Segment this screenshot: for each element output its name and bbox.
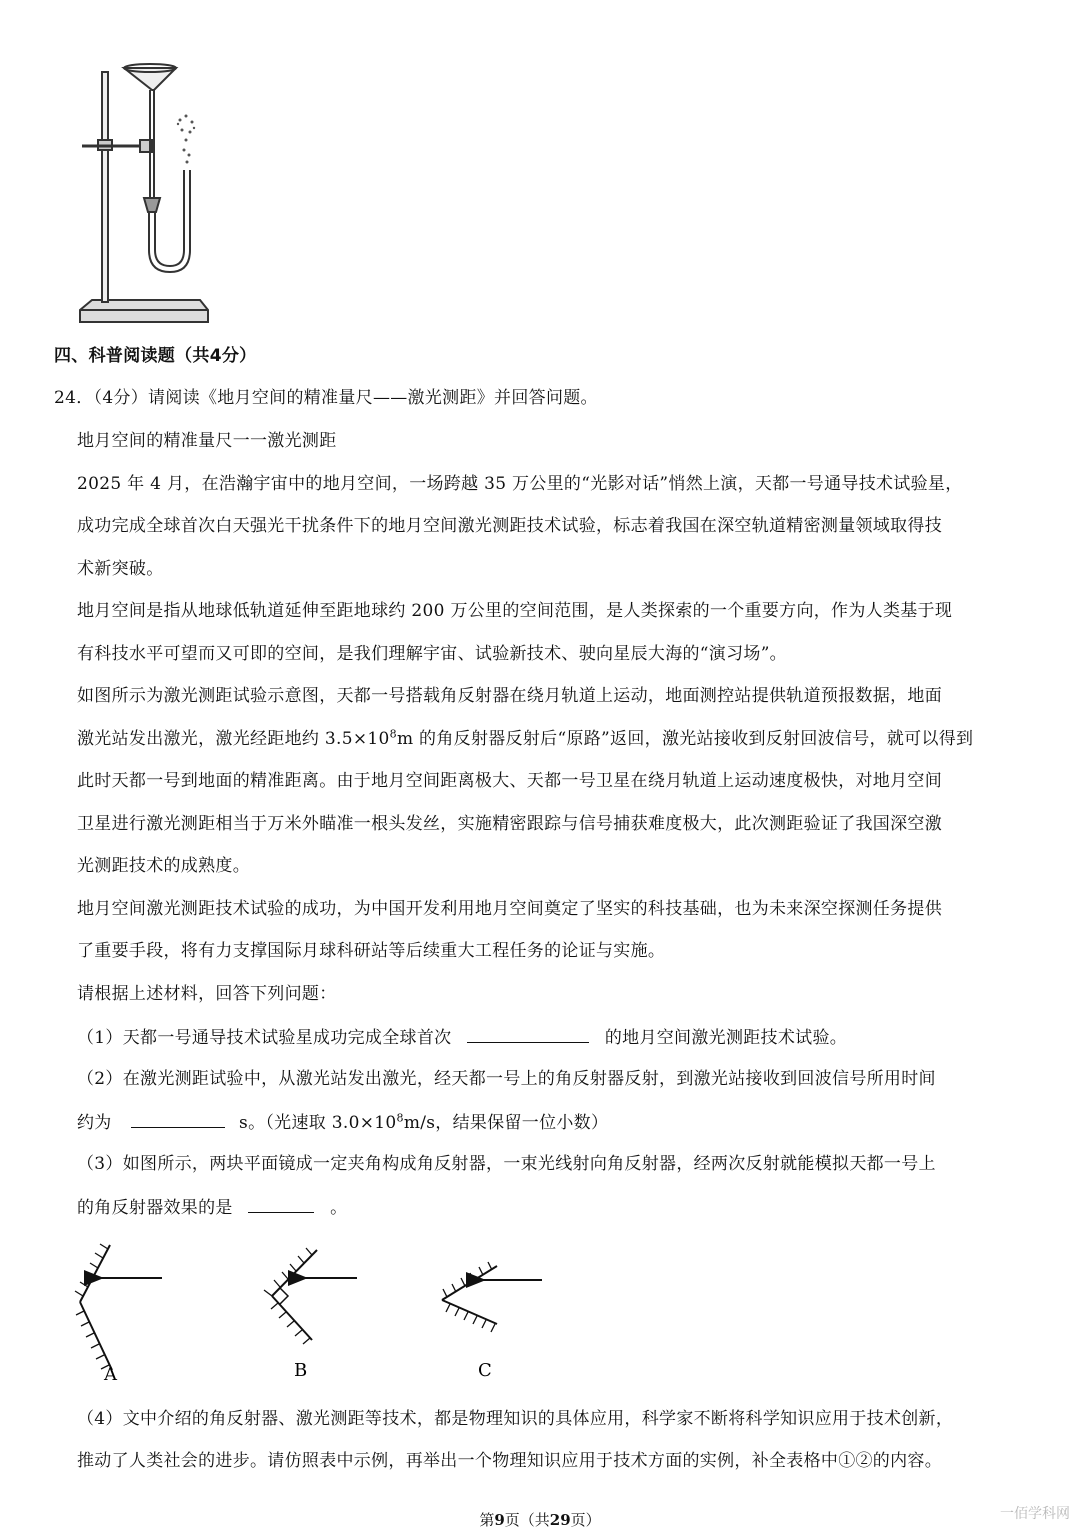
p4-line: 地月空间激光测距技术试验的成功，为中国开发利用地月空间奠定了坚实的科技基础，也为未来深空探测任务提供 [77, 899, 942, 919]
p2-line: 地月空间是指从地球低轨道延伸至距地球约 200 万公里的空间范围，是人类探索的一个重要方向，作为人类基于现 [77, 601, 953, 621]
answer-blank-2[interactable] [131, 1111, 225, 1128]
page-number: 9 [494, 1511, 505, 1529]
option-c-label: C [478, 1360, 492, 1381]
answer-blank-1[interactable] [467, 1026, 589, 1043]
sub-question-2 [77, 1111, 608, 1133]
q3-text: 。 [330, 1198, 348, 1218]
sub-question-4: 推动了人类社会的进步。请仿照表中示例，再举出一个物理知识应用于技术方面的实例，补全表格中①②的内容。 [77, 1451, 942, 1471]
footer-text: 页） [570, 1511, 601, 1529]
q1-text: 的地月空间激光测距技术试验。 [604, 1028, 848, 1048]
p1-line: 2025 年 4 月，在浩瀚宇宙中的地月空间，一场跨越 35 万公里的“光影对话”悄然上演，天都一号通导技术试验星， [77, 474, 963, 494]
watermark: 一佰学科网 [1000, 1506, 1070, 1522]
answer-blank-3[interactable] [248, 1196, 314, 1213]
article-title: 地月空间的精准量尺一一激光测距 [77, 431, 337, 451]
sub-question-3: （3）如图所示，两块平面镜成一定夹角构成角反射器，一束光线射向角反射器，经两次反射就能模拟天都一号上 [77, 1154, 936, 1174]
sub-question-1 [77, 1026, 847, 1048]
question-intro: 24．（4分）请阅读《地月空间的精准量尺——激光测距》并回答问题。 [54, 388, 598, 408]
corner-reflector-figure [72, 1240, 552, 1390]
option-a-reflector [75, 1244, 162, 1370]
option-c-reflector [442, 1262, 542, 1332]
q2-text: m/s，结果保留一位小数） [403, 1113, 609, 1133]
sub-question-3 [77, 1196, 347, 1218]
p3-line: 卫星进行激光测距相当于万米外瞄准一根头发丝，实施精密跟踪与信号捕获难度极大，此次测距验证了我国深空激 [77, 814, 942, 834]
p2-line: 有科技水平可望而又可即的空间，是我们理解宇宙、试验新技术、驶向星辰大海的“演习场”。 [77, 644, 787, 664]
p3-line: 此时天都一号到地面的精准距离。由于地月空间距离极大、天都一号卫星在绕月轨道上运动速度极快，对地月空间 [77, 771, 942, 791]
p3-line [77, 729, 973, 749]
p3-line: 如图所示为激光测距试验示意图，天都一号搭载角反射器在绕月轨道上运动，地面测控站提供轨道预报数据，地面 [77, 686, 942, 706]
option-b-label: B [294, 1360, 308, 1381]
option-a-label: A [104, 1364, 117, 1385]
q2-text: s。（光速取 3.0×10 [239, 1113, 397, 1133]
p3-line: 光测距技术的成熟度。 [77, 856, 250, 876]
total-pages: 29 [549, 1511, 571, 1529]
exponent: 8 [389, 727, 397, 741]
footer-text: 页（共 [504, 1511, 550, 1529]
option-b-reflector [264, 1248, 357, 1344]
q2-text: 约为 [77, 1113, 112, 1133]
footer-text: 第 [479, 1511, 495, 1529]
section-title: 四、科普阅读题（共4分） [54, 346, 257, 366]
p4-line: 了重要手段，将有力支撑国际月球科研站等后续重大工程任务的论证与实施。 [77, 941, 666, 961]
p3-text: 激光站发出激光，激光经距地约 3.5×10 [77, 729, 390, 749]
p3-text: m 的角反射器反射后“原路”返回，激光站接收到反射回波信号，就可以得到 [396, 729, 974, 749]
p1-line: 成功完成全球首次白天强光干扰条件下的地月空间激光测距技术试验，标志着我国在深空轨道精密测量领域取得技 [77, 516, 942, 536]
exponent: 8 [396, 1111, 404, 1125]
q1-text: （1）天都一号通导技术试验星成功完成全球首次 [77, 1028, 452, 1048]
sub-question-2: （2）在激光测距试验中，从激光站发出激光，经天都一号上的角反射器反射，到激光站接收到回波信号所用时间 [77, 1069, 936, 1089]
p1-line: 术新突破。 [77, 559, 164, 579]
sub-question-4: （4）文中介绍的角反射器、激光测距等技术，都是物理知识的具体应用，科学家不断将科学知识应用于技术创新， [77, 1409, 954, 1429]
apparatus-figure [72, 60, 212, 328]
prompt: 请根据上述材料，回答下列问题： [77, 984, 337, 1004]
q3-text: 的角反射器效果的是 [77, 1198, 233, 1218]
